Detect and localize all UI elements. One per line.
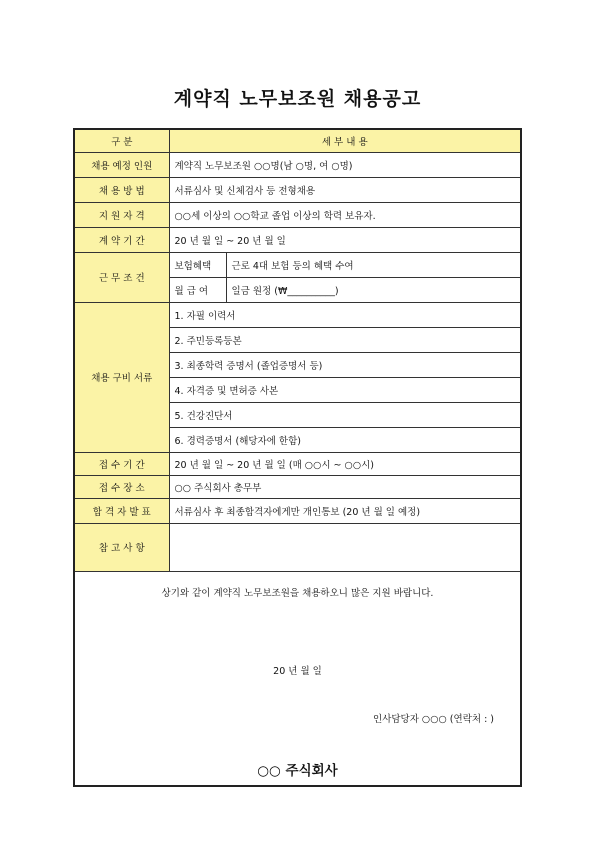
value-hiring-plan: 계약직 노무보조원 ○○명(남 ○명, 여 ○명) — [169, 152, 521, 177]
hr-manager-contact: 인사담당자 ○○○ (연락처 : ) — [373, 713, 494, 725]
document-item: 6. 경력증명서 (해당자에 한함) — [169, 427, 521, 452]
closing-notice: 상기와 같이 계약직 노무보조원을 채용하오니 많은 지원 바랍니다. — [161, 587, 434, 599]
row-hiring-method — [74, 177, 521, 202]
document-item: 1. 자필 이력서 — [169, 302, 521, 327]
document-item: 4. 자격증 및 면허증 사본 — [169, 377, 521, 402]
label-reception-period: 접 수 기 간 — [74, 452, 169, 475]
value-reception-period: 20 년 월 일 ~ 20 년 월 일 (매 ○○시 ~ ○○시) — [169, 452, 521, 475]
label-reception-place: 접 수 장 소 — [74, 475, 169, 498]
label-hiring-plan: 채용 예정 인원 — [74, 152, 169, 177]
row-reception-period — [74, 452, 521, 475]
value-notes — [169, 523, 521, 571]
row-hiring-plan — [74, 152, 521, 177]
label-hiring-method: 채 용 방 법 — [74, 177, 169, 202]
label-notes: 참 고 사 항 — [74, 523, 169, 571]
label-required-documents: 채용 구비 서류 — [74, 302, 169, 452]
list-item — [74, 302, 521, 327]
company-name: ○○ 주식회사 — [257, 762, 338, 779]
label-announcement: 합 격 자 발 표 — [74, 498, 169, 523]
header-row — [74, 129, 521, 152]
recruitment-form-table — [73, 128, 522, 787]
header-details-cell: 세 부 내 용 — [169, 129, 521, 152]
document-item: 2. 주민등록등본 — [169, 327, 521, 352]
label-insurance: 보험혜택 — [169, 252, 226, 277]
row-qualification — [74, 202, 521, 227]
row-announcement — [74, 498, 521, 523]
document-item: 5. 건강진단서 — [169, 402, 521, 427]
value-hiring-method: 서류심사 및 신체검사 등 전형채용 — [169, 177, 521, 202]
label-contract-period: 계 약 기 간 — [74, 227, 169, 252]
row-insurance — [74, 252, 521, 277]
header-category-cell: 구 분 — [74, 129, 169, 152]
footer-row — [74, 571, 521, 786]
value-reception-place: ○○ 주식회사 총무부 — [169, 475, 521, 498]
row-contract-period — [74, 227, 521, 252]
value-salary: 일금 원정 (₩__________) — [226, 277, 521, 302]
row-reception-place — [74, 475, 521, 498]
label-salary: 월 급 여 — [169, 277, 226, 302]
document-item: 3. 최종학력 증명서 (졸업증명서 등) — [169, 352, 521, 377]
label-work-conditions: 근 무 조 건 — [74, 252, 169, 302]
value-contract-period: 20 년 월 일 ~ 20 년 월 일 — [169, 227, 521, 252]
value-qualification: ○○세 이상의 ○○학교 졸업 이상의 학력 보유자. — [169, 202, 521, 227]
notice-date: 20 년 월 일 — [273, 665, 322, 677]
label-qualification: 지 원 자 격 — [74, 202, 169, 227]
row-notes — [74, 523, 521, 571]
value-announcement: 서류심사 후 최종합격자에게만 개인통보 (20 년 월 일 예정) — [169, 498, 521, 523]
value-insurance: 근로 4대 보험 등의 혜택 수여 — [226, 252, 521, 277]
footer-cell — [74, 571, 521, 786]
document-title: 계약직 노무보조원 채용공고 — [173, 88, 422, 110]
